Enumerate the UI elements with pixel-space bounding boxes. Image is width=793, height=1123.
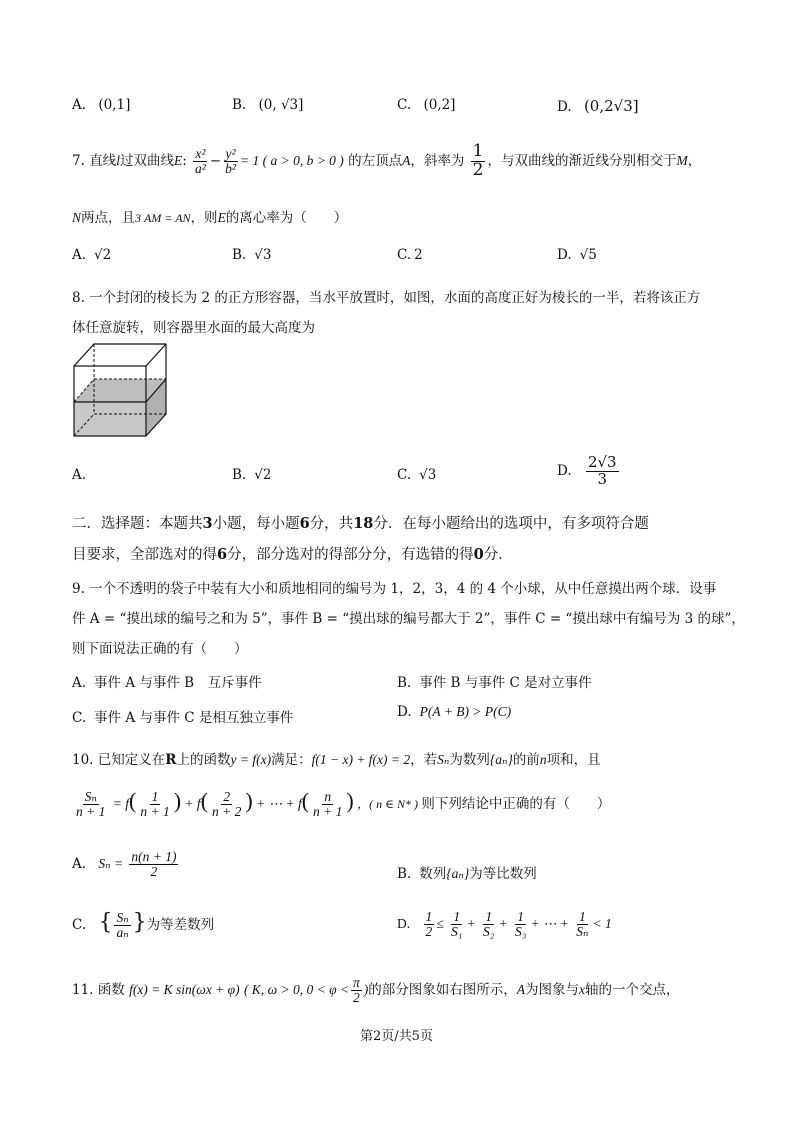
fraction-sn-an: $\frac{\text{Sₙ}}{\text{aₙ}}$: [116, 909, 129, 940]
func-f: f: [297, 796, 302, 811]
section-number: 0: [473, 546, 484, 563]
option-d: [557, 97, 639, 115]
option-label: B.: [232, 247, 247, 263]
question-10-line1: [72, 748, 601, 768]
function-def: f(x) = K sin(ωx + φ): [129, 982, 240, 998]
q7-text: 两点，且: [81, 210, 136, 226]
q11-text: 11. 函数: [72, 982, 125, 999]
fraction-slope: $\frac{1}{2}$: [472, 141, 484, 180]
q7-text: ，: [687, 152, 702, 169]
question-9-line3: 则下面说法正确的有（ ）: [72, 641, 248, 657]
section-number: 6: [299, 515, 310, 532]
option-value: 事件 B 与事件 C 是对立事件: [419, 675, 592, 691]
option-value: √2: [94, 247, 112, 263]
var-N: N: [72, 210, 82, 225]
q7-option-c: [397, 247, 423, 263]
question-9-line1: 9. 一个不透明的袋子中装有大小和质地相同的编号为 1，2，3，4 的 4 个小球，从中任意摸出两个球．设事: [72, 581, 717, 597]
fraction-term3: $\frac{n}{n + 1}$: [313, 789, 343, 820]
option-label: A.: [72, 467, 87, 483]
fraction-1-s1: $\frac{1}{\text{S₁}}$: [451, 909, 463, 940]
section-number: 6: [217, 546, 228, 563]
q7-option-b: [232, 247, 271, 263]
option-label: A.: [72, 97, 87, 113]
q7-option-d: [557, 247, 597, 263]
condition-n: ，( n ∈ N* ): [357, 797, 419, 811]
q9-option-b: [397, 671, 592, 691]
func-f: f: [196, 796, 201, 811]
vector-equation: 3 AM = AN: [135, 211, 191, 225]
section-text: 分，部分选对的得部分分，有选错的得: [227, 547, 474, 563]
option-label: D.: [557, 462, 572, 479]
q10-text: 为数列: [449, 752, 490, 768]
q8-option-c: [397, 467, 436, 483]
option-value: P(A + B) > P(C): [419, 704, 512, 719]
func-f: f: [125, 796, 130, 811]
option-value: (0,1]: [98, 97, 131, 113]
option-value: √3: [254, 247, 272, 263]
section-text: 小题，每小题: [212, 516, 300, 532]
section-text: 分，共: [309, 516, 354, 532]
q7-text: 的离心率为（ ）: [225, 210, 348, 226]
option-value: (0,2√3]: [583, 97, 639, 115]
question-11-line1: [72, 976, 680, 1005]
question-8-line1: 8. 一个封闭的棱长为 2 的正方形容器，当水平放置时，如图，水面的高度正好为棱长的一半，若将该正方: [72, 290, 701, 306]
option-label: C.: [397, 97, 412, 113]
option-label: B.: [232, 467, 247, 483]
q10-option-a: [72, 850, 180, 879]
option-label: C.: [72, 710, 87, 726]
section-2-line2: [72, 543, 513, 564]
q11-text: 为图象与: [525, 982, 580, 999]
option-lhs: Sₙ =: [98, 856, 124, 872]
option-label: D.: [397, 704, 412, 720]
option-value: √3: [419, 467, 437, 483]
question-7-line1: 7. 直线l过双曲线E: $\frac{\text{x²}}{\text{a²}}$ − $\frac{\text{y²}}{\text{b²}}$ = 1 ( a > 0, b > 0 ) 的左顶点A，斜率为 $\frac{1}{2}$ ，与双曲线的渐近线分别相交于M，: [72, 141, 702, 180]
water-front: [74, 402, 146, 436]
option-value: 事件 A 与事件 C 是相互独立事件: [94, 710, 294, 726]
q7-text: 直线: [89, 152, 117, 169]
fraction-x2-a2: $\frac{\text{x²}}{\text{a²}}$: [195, 145, 206, 176]
cube-container-figure: [72, 342, 168, 438]
section-text: 分．在每小题给出的选项中，有多项符合题: [373, 516, 649, 532]
q8-option-a: [72, 467, 94, 483]
q9-option-c: [72, 706, 293, 726]
q10-option-d: D. $\frac{1}{2}$ ≤ $\frac{1}{\text{S₁}}$ + $\frac{1}{\text{S₂}}$ + $\frac{1}{\text{S₃}}$ + ⋯ + $\frac{1}{\text{Sₙ}}$ < 1: [397, 909, 612, 940]
option-b: [232, 97, 303, 113]
option-value: 事件 A 与事件 B 互斥事件: [94, 675, 262, 691]
q7-number: 7.: [72, 152, 85, 169]
fraction-1-sn: $\frac{1}{\text{Sₙ}}$: [576, 909, 589, 940]
option-label: D.: [557, 99, 572, 115]
ellipsis: + ⋯ +: [256, 796, 295, 811]
var-A: A: [402, 152, 411, 168]
var-Sn: Sₙ: [437, 752, 450, 767]
fraction-1-s3: $\frac{1}{\text{S₃}}$: [514, 909, 527, 940]
sequence-an: {aₙ}: [446, 866, 470, 881]
var-l: l: [116, 152, 120, 168]
question-10-equation: $\frac{\text{Sₙ}}{n + 1}$ = f( $\frac{1}{n + 1}$ ) + f( $\frac{2}{n + 2}$ ) + ⋯ + f( $\frac{n}{n + 1}$ ) ，( n ∈ N* ) 则下列结论中正确的有（ ）: [76, 788, 611, 820]
option-label: C.: [397, 467, 412, 483]
var-M: M: [676, 152, 688, 168]
q7-text: 的左顶点: [348, 152, 403, 169]
option-value: √5: [579, 247, 597, 263]
var-n: n: [539, 752, 547, 767]
q11-text: 的部分图象如右图所示，: [368, 982, 517, 999]
option-value: (0, √3]: [258, 97, 304, 113]
var-A: A: [516, 982, 526, 998]
q11-text: 轴的一个交点，: [585, 982, 680, 999]
cube-edge: [146, 344, 166, 366]
q9-option-d: [397, 704, 511, 720]
fraction-half: $\frac{1}{2}$: [425, 909, 433, 940]
q10-tail: 则下列结论中正确的有（ ）: [421, 796, 611, 811]
option-label: C.: [397, 247, 412, 263]
q7-option-a: [72, 247, 111, 263]
option-label: A.: [72, 856, 87, 873]
equation-tail: = 1 ( a > 0, b > 0 ): [239, 152, 344, 168]
var-x: x: [579, 982, 586, 998]
var-E: E: [217, 210, 226, 225]
option-label: B.: [397, 675, 412, 691]
option-label: B.: [232, 97, 247, 113]
q7-text: ，与双曲线的渐近线分别相交于: [487, 152, 677, 169]
fraction-sn: $\frac{\text{Sₙ}}{n + 1}$: [76, 789, 106, 820]
question-9-line2: 件 A = “摸出球的编号之和为 5”，事件 B = “摸出球的编号都大于 2”，事件 C = “摸出球中有编号为 3 的球”，: [72, 611, 745, 627]
set-R: R: [165, 752, 177, 768]
q10-text: ，若: [410, 752, 438, 768]
section-text: 分．: [483, 547, 513, 563]
q8-option-d: [557, 455, 621, 488]
q7-text: ，则: [190, 210, 218, 226]
question-8-line2: 体任意旋转，则容器里水面的最大高度为: [72, 320, 315, 336]
q8-option-b: [232, 467, 271, 483]
option-value: (0,2]: [423, 97, 456, 113]
bound-one: 1: [605, 915, 612, 931]
fraction-1-s2: $\frac{1}{\text{S₂}}$: [483, 909, 495, 940]
section-2-line1: [72, 512, 649, 533]
q10-option-c: C. { $\frac{\text{Sₙ}}{\text{aₙ}}$ }为等差数列: [72, 909, 215, 940]
q10-text: 的前: [512, 752, 540, 768]
section-number: 3: [202, 515, 213, 532]
option-label: B.: [397, 866, 412, 882]
function-condition: ( K, ω > 0, 0 < φ <: [243, 982, 350, 998]
q7-text: 过双曲线: [119, 152, 174, 169]
fraction-y2-b2: $\frac{\text{y²}}{\text{b²}}$: [225, 145, 236, 176]
option-label: C.: [72, 917, 87, 933]
section-text: 目要求，全部选对的得: [72, 547, 217, 563]
option-text: 为等比数列: [469, 866, 537, 882]
q7-text: ，斜率为: [410, 152, 465, 169]
option-label: A.: [72, 675, 87, 691]
fraction-pi-2: $\frac{\pi}{2}$: [353, 975, 360, 1006]
q10-text: 10. 已知定义在: [72, 752, 166, 768]
page-footer: 第2页/共5页: [360, 1029, 433, 1044]
fraction-term2: $\frac{2}{n + 2}$: [212, 789, 242, 820]
option-a: [72, 97, 130, 113]
option-text: 为等差数列: [146, 917, 215, 933]
option-label: D.: [397, 915, 411, 931]
function-condition: ): [363, 982, 369, 998]
option-label: A.: [72, 247, 87, 263]
sequence-an: {aₙ}: [489, 752, 513, 767]
q10-option-b: [397, 862, 537, 882]
q10-text: 满足：: [271, 752, 312, 768]
q10-text: 上的函数: [176, 752, 231, 768]
section-number: 18: [353, 515, 374, 532]
q9-option-a: [72, 671, 262, 691]
question-7-line2: [72, 206, 347, 226]
option-c: [397, 97, 455, 113]
fraction-2sqrt3-3: $\frac{2√3}{3}$: [587, 453, 617, 488]
function-condition: f(1 − x) + f(x) = 2: [311, 752, 411, 767]
fraction-n-n1: $\frac{n(n + 1)}{2}$: [131, 849, 177, 880]
var-E: E: [173, 152, 183, 168]
option-text: 数列: [419, 866, 447, 882]
function-def: y = f(x): [230, 752, 272, 767]
option-value: 2: [414, 247, 423, 263]
q10-text: 项和，且: [546, 752, 601, 768]
fraction-term1: $\frac{1}{n + 1}$: [140, 789, 170, 820]
option-label: D.: [557, 247, 572, 263]
section-text: 二．选择题：本题共: [72, 516, 203, 532]
option-value: √2: [254, 467, 272, 483]
